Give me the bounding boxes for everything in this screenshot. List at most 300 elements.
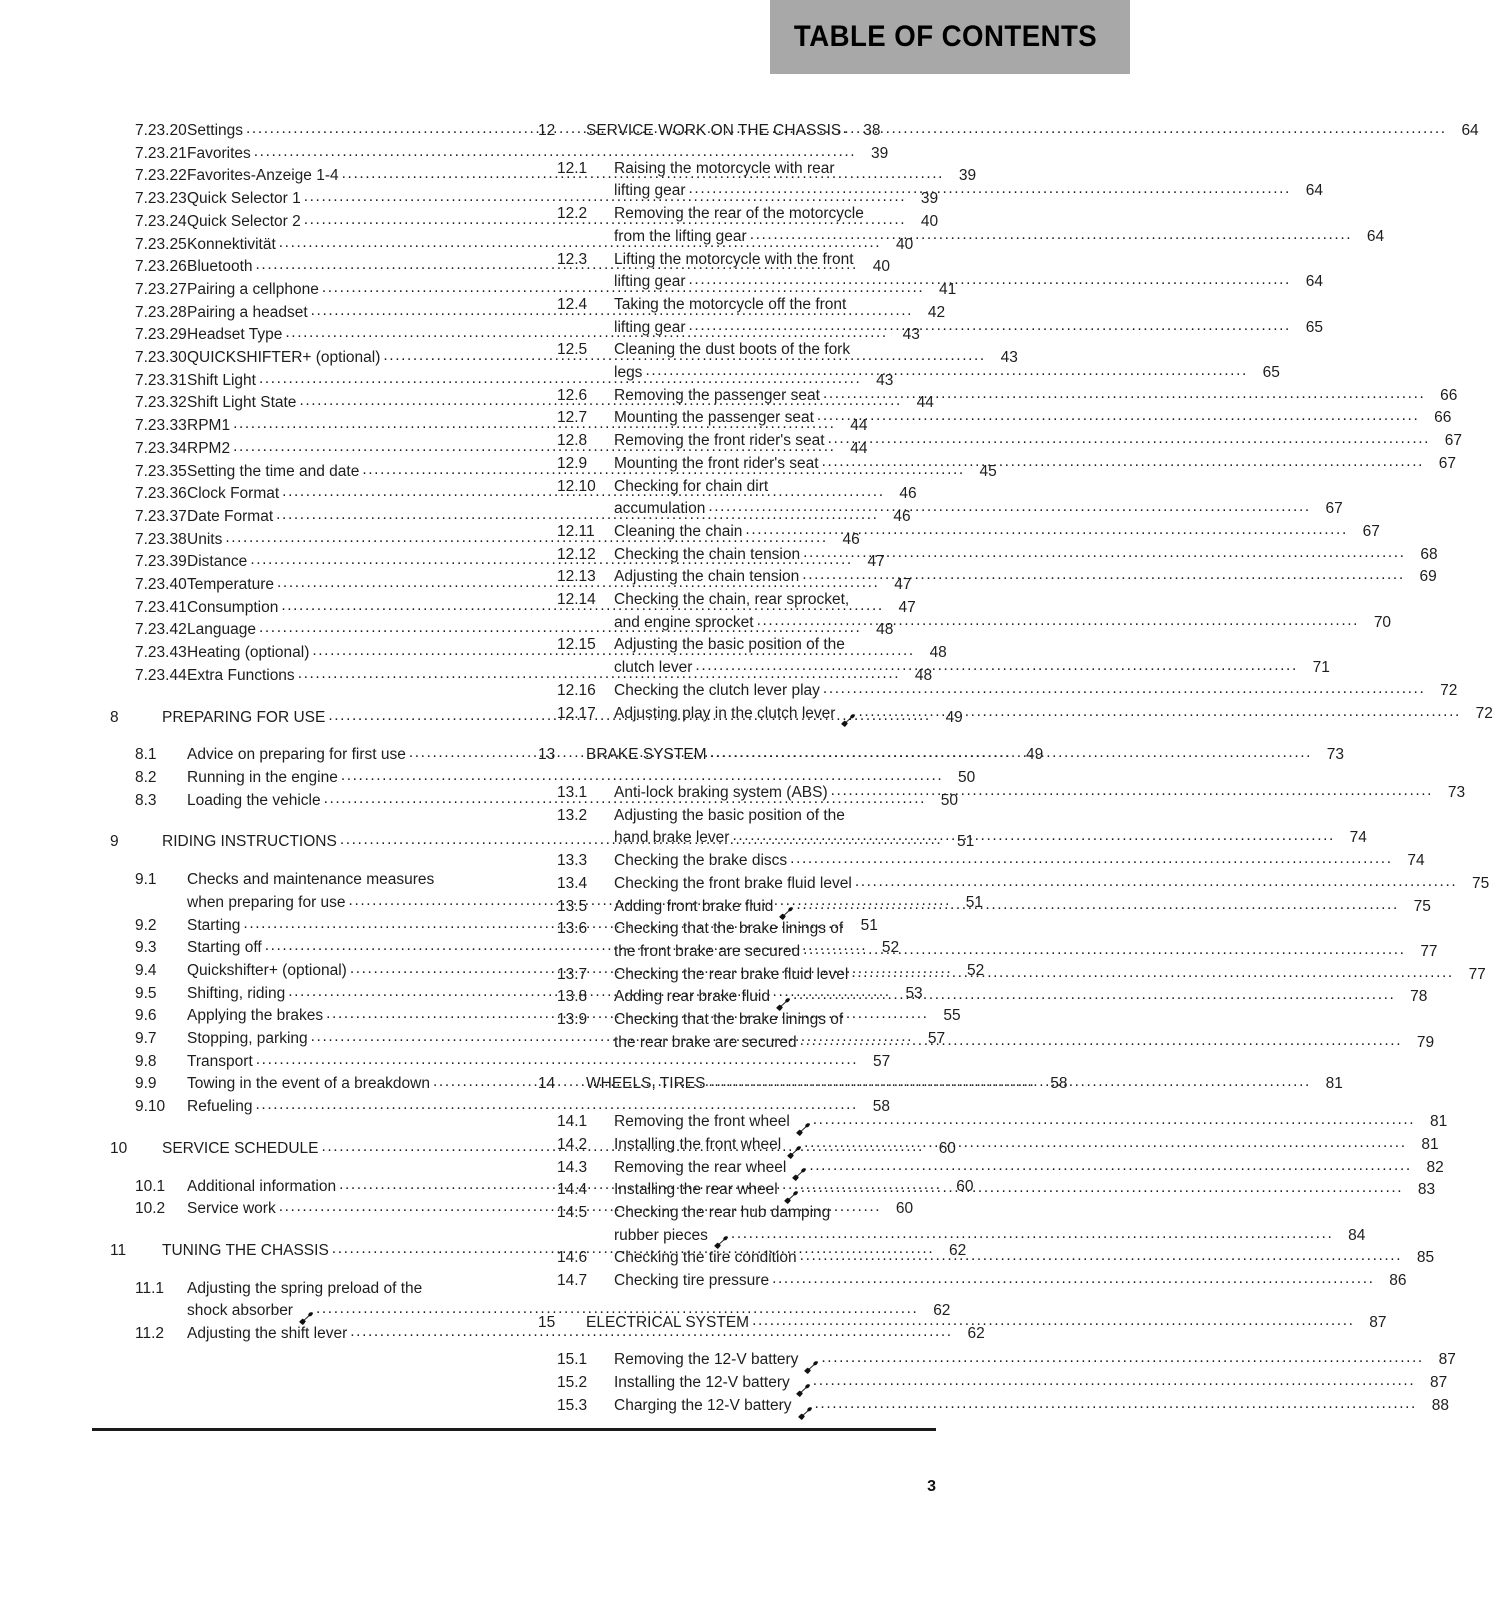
toc-entry-title-line: Taking the motorcycle off the front (614, 295, 847, 313)
toc-entry-page: 64 (1461, 122, 1479, 139)
toc-entry-number: 7.23.40 (135, 576, 187, 594)
toc-entry-number: 12.7 (557, 409, 588, 427)
toc-entry-title: Temperature (187, 576, 275, 594)
toc-entry-page: 57 (872, 1052, 891, 1070)
toc-entry-title: Quick Selector 2 (187, 212, 301, 230)
leader-dots (813, 1370, 1415, 1393)
toc-entry-page: 50 (940, 791, 959, 809)
toc-entry-page: 71 (1312, 659, 1330, 677)
page-number: 3 (927, 1478, 936, 1495)
toc-entry-number: 9.1 (135, 871, 157, 889)
toc-entry-number: 12.8 (557, 432, 588, 450)
toc-entry-body (614, 805, 1367, 850)
toc-entry-page: 49 (945, 708, 963, 726)
toc-entry-last-line (614, 1270, 1407, 1293)
leader-dots (708, 496, 1310, 519)
toc-entry-title: when preparing for use (187, 893, 346, 911)
toc-entry-body (614, 544, 1438, 567)
toc-section-row[interactable] (538, 1349, 1456, 1372)
toc-entry-title: Loading the vehicle (187, 791, 321, 809)
leader-dots (745, 519, 1347, 542)
toc-entry-title: Quick Selector 1 (187, 190, 301, 208)
toc-entry-number: 14.6 (557, 1249, 588, 1267)
toc-entry-page: 48 (914, 666, 933, 684)
toc-entry-page: 48 (929, 644, 947, 662)
toc-entry-number: 7.23.32 (135, 394, 187, 412)
toc-entry-title: Cleaning the chain (614, 522, 743, 540)
toc-entry-page: 48 (876, 621, 894, 639)
toc-entry-title: lifting gear (614, 182, 686, 200)
toc-entry-page: 64 (1305, 182, 1323, 200)
toc-section-row[interactable] (110, 1323, 985, 1346)
toc-entry-page: 39 (870, 144, 889, 162)
toc-entry-number: 9.8 (135, 1052, 157, 1070)
toc-entry-number: 11.1 (135, 1279, 165, 1297)
toc-entry-title: Adjusting play in the clutch lever (614, 704, 836, 722)
toc-entry-page: 41 (939, 280, 957, 298)
toc-entry-title-line: Checking that the brake linings of (614, 1011, 844, 1029)
toc-entry-title-line: Adjusting the spring preload of the (187, 1279, 423, 1297)
leader-dots (802, 564, 1404, 587)
leader-dots (844, 118, 1446, 141)
toc-entry-title: legs (614, 364, 643, 382)
toc-entry-number: 11.2 (135, 1325, 165, 1343)
toc-entry-title: and engine sprocket (614, 613, 754, 631)
toc-entry-page: 60 (895, 1200, 914, 1218)
toc-entry-number: 13.5 (557, 897, 588, 915)
toc-entry-title: from the lifting gear (614, 227, 747, 245)
toc-entry-number: 15.3 (557, 1396, 588, 1414)
toc-entry-title: Installing the rear wheel (614, 1181, 778, 1199)
toc-entry-title: Charging the 12-V battery (614, 1396, 792, 1414)
toc-entry-title: RPM1 (187, 417, 231, 435)
toc-entry-body (614, 158, 1323, 203)
toc-entry-number: 15 (538, 1313, 556, 1331)
toc-entry-page: 85 (1416, 1249, 1435, 1267)
toc-entry-page: 74 (1349, 829, 1367, 847)
toc-entry-number: 7.23.30 (135, 349, 187, 367)
toc-entry-page: 52 (881, 939, 900, 957)
toc-entry-title: Checking the rear brake fluid level (614, 965, 849, 983)
toc-entry-title: Setting the time and date (187, 462, 360, 480)
toc-entry-number: 12.6 (557, 386, 588, 404)
toc-entry-number: 13 (538, 746, 556, 764)
toc-section-row[interactable] (538, 1372, 1448, 1395)
toc-section-row[interactable] (538, 1395, 1449, 1418)
toc-entry-title: Stopping, parking (187, 1030, 308, 1048)
toc-entry-page: 47 (894, 576, 912, 594)
toc-entry-title: Bluetooth (187, 258, 253, 276)
leader-dots (796, 894, 1398, 917)
toc-entry-last-line (614, 941, 1438, 964)
toc-entry-number: 7.23.39 (135, 553, 187, 571)
toc-entry-title: Adding front brake fluid (614, 897, 774, 915)
toc-entry-last-line (614, 180, 1323, 203)
toc-entry-body (614, 1009, 1434, 1054)
toc-entry-page: 88 (1431, 1396, 1449, 1414)
toc-entry-number: 14 (538, 1075, 556, 1093)
toc-entry-title: accumulation (614, 500, 706, 518)
toc-entry-number: 7.23.43 (135, 644, 187, 662)
toc-entry-last-line (614, 566, 1437, 589)
toc-entry-number: 14.1 (557, 1113, 588, 1131)
leader-dots (851, 962, 1453, 985)
toc-entry-number: 12.12 (557, 545, 596, 563)
leader-dots (858, 701, 1460, 724)
leader-dots (757, 610, 1359, 633)
toc-entry-body (614, 918, 1438, 963)
toc-entry-title: Checking the tire condition (614, 1249, 797, 1267)
leader-dots (689, 269, 1291, 292)
toc-entry-number: 12.9 (557, 454, 588, 472)
leader-dots (803, 542, 1405, 565)
toc-entry-page: 72 (1475, 704, 1493, 722)
toc-entry-page: 57 (927, 1030, 946, 1048)
toc-entry-last-line (614, 544, 1438, 567)
toc-entry-body (614, 476, 1343, 521)
toc-entry-number: 13.3 (557, 852, 588, 870)
toc-entry-number: 9.3 (135, 939, 157, 957)
toc-entry-page: 79 (1416, 1033, 1435, 1051)
toc-entry-title: Shifting, riding (187, 984, 286, 1002)
leader-dots (790, 848, 1392, 871)
toc-entry-title: Additional information (187, 1177, 337, 1195)
toc-entry-number: 7.23.37 (135, 507, 187, 525)
toc-entry-number: 12.15 (557, 636, 596, 654)
toc-entry-last-line (614, 1134, 1439, 1157)
toc-entry-title-line: Checking the chain, rear sprocket, (614, 591, 850, 609)
toc-entry-title: Quickshifter+ (optional) (187, 961, 347, 979)
toc-entry-page: 65 (1305, 318, 1323, 336)
toc-entry-number: 9.6 (135, 1007, 157, 1025)
toc-entry-body (614, 294, 1323, 339)
toc-entry-number: 14.3 (557, 1158, 588, 1176)
leader-dots (752, 1310, 1354, 1333)
toc-entry-number: 7.23.41 (135, 598, 187, 616)
toc-chapter-row[interactable] (538, 120, 1479, 143)
toc-entry-title: RIDING INSTRUCTIONS (162, 833, 337, 851)
toc-entry-title: Headset Type (187, 326, 283, 344)
toc-entry-number: 7.23.38 (135, 530, 187, 548)
toc-entry-title: hand brake lever (614, 829, 730, 847)
toc-entry-page: 69 (1419, 568, 1437, 586)
toc-entry-number: 12.11 (557, 522, 595, 540)
toc-entry-page: 70 (1373, 613, 1392, 631)
toc-section-row[interactable] (110, 143, 889, 166)
leader-dots (828, 428, 1430, 451)
toc-entry-body (614, 1157, 1444, 1180)
toc-entry-title: Adding rear brake fluid (614, 988, 770, 1006)
toc-entry-number: 7.23.27 (135, 280, 187, 298)
toc-entry-body (614, 634, 1330, 679)
toc-entry-body (614, 873, 1489, 896)
toc-entry-title: clutch lever (614, 659, 693, 677)
toc-section-row[interactable] (110, 1096, 890, 1119)
toc-section-row[interactable] (110, 767, 976, 790)
toc-entry-page: 46 (893, 507, 911, 525)
leader-dots (801, 1177, 1403, 1200)
toc-entry-number: 9.7 (135, 1030, 157, 1048)
wrench-icon (798, 1407, 813, 1420)
toc-entry-page: 83 (1417, 1181, 1436, 1199)
toc-entry-title: Consumption (187, 598, 279, 616)
toc-entry-body (614, 1372, 1447, 1395)
leader-dots (731, 1223, 1333, 1246)
toc-entry-body (614, 407, 1451, 430)
toc-entry-page: 50 (958, 768, 976, 786)
toc-entry-number: 7.23.29 (135, 326, 187, 344)
toc-entry-last-line (614, 317, 1323, 340)
toc-entry-title: QUICKSHIFTER+ (optional) (187, 349, 381, 367)
toc-entry-number: 12.16 (557, 681, 596, 699)
toc-entry-title: Checking the clutch lever play (614, 681, 820, 699)
toc-entry-last-line (614, 362, 1280, 385)
toc-entry-title: Service work (187, 1200, 276, 1218)
toc-entry-number: 8.2 (135, 768, 157, 786)
leader-dots (793, 984, 1395, 1007)
toc-entry-title-line: Lifting the motorcycle with the front (614, 250, 854, 268)
toc-entry-title: Installing the front wheel (614, 1135, 782, 1153)
toc-entry-page: 44 (850, 417, 868, 435)
toc-entry-body (614, 1111, 1447, 1134)
toc-entry-page: 84 (1348, 1226, 1366, 1244)
toc-entry-page: 43 (1000, 349, 1018, 367)
toc-entry-title: Checking the chain tension (614, 545, 801, 563)
toc-entry-title: Favorites (187, 144, 251, 162)
toc-entry-last-line (614, 453, 1456, 476)
toc-entry-page: 43 (876, 371, 894, 389)
leader-dots (855, 871, 1457, 894)
toc-entry-body (614, 566, 1437, 589)
toc-entry-title: Removing the rear wheel (614, 1158, 787, 1176)
toc-entry-title: PREPARING FOR USE (162, 708, 326, 726)
toc-entry-page: 81 (1429, 1113, 1448, 1131)
toc-entry-number: 13.1 (557, 783, 588, 801)
leader-dots (689, 178, 1291, 201)
toc-entry-body (614, 203, 1384, 248)
toc-entry-page: 66 (1440, 386, 1458, 404)
toc-entry-body (586, 120, 1479, 143)
toc-entry-number: 9.4 (135, 961, 157, 979)
toc-entry-number: 7.23.25 (135, 235, 187, 253)
toc-entry-title: Pairing a headset (187, 303, 308, 321)
toc-entry-number: 7.23.22 (135, 167, 187, 185)
toc-entry-page: 42 (927, 303, 946, 321)
toc-entry-number: 14.4 (557, 1181, 588, 1199)
leader-dots (645, 360, 1247, 383)
toc-entry-last-line (614, 430, 1462, 453)
toc-entry-body (614, 430, 1462, 453)
toc-entry-number: 7.23.34 (135, 439, 187, 457)
leader-dots (772, 1268, 1374, 1291)
toc-entry-number: 9.2 (135, 916, 157, 934)
leader-dots (804, 1132, 1406, 1155)
leader-dots (732, 825, 1334, 848)
toc-entry-page: 73 (1326, 746, 1345, 764)
toc-entry-page: 65 (1262, 364, 1280, 382)
toc-entry-page: 87 (1369, 1313, 1387, 1331)
toc-entry-title-line: Adjusting the basic position of the (614, 806, 845, 824)
toc-entry-number: 11 (110, 1241, 127, 1259)
leader-dots (822, 451, 1424, 474)
toc-entry-last-line (614, 703, 1493, 726)
toc-entry-title: Distance (187, 553, 248, 571)
toc-entry-last-line (614, 964, 1486, 987)
leader-dots (800, 1245, 1402, 1268)
toc-entry-title: Anti-lock braking system (ABS) (614, 783, 828, 801)
toc-entry-title: Checking the brake discs (614, 852, 788, 870)
toc-entry-body (614, 986, 1427, 1009)
toc-entry-title: Pairing a cellphone (187, 280, 319, 298)
toc-entry-number: 14.2 (557, 1135, 588, 1153)
toc-entry-number: 13.7 (557, 965, 588, 983)
toc-entry-page: 64 (1366, 227, 1385, 245)
toc-entry-number: 9.10 (135, 1098, 166, 1116)
toc-entry-last-line (614, 873, 1489, 896)
leader-dots (813, 1109, 1415, 1132)
toc-entry-last-line (614, 782, 1465, 805)
toc-entry-title: Removing the passenger seat (614, 386, 820, 404)
toc-entry-number: 15.2 (557, 1374, 588, 1392)
toc-entry-body (586, 744, 1344, 767)
leader-dots (817, 405, 1419, 428)
toc-entry-title-line: Adjusting the basic position of the (614, 636, 845, 654)
toc-entry-title: Starting (187, 916, 241, 934)
toc-entry-number: 9.9 (135, 1075, 157, 1093)
toc-entry-page: 55 (943, 1007, 961, 1025)
toc-entry-title: Date Format (187, 507, 274, 525)
toc-entry-page: 72 (1440, 681, 1458, 699)
toc-entry-page: 64 (1305, 273, 1323, 291)
toc-entry-body (614, 850, 1425, 873)
toc-entry-title: rubber pieces (614, 1226, 708, 1244)
toc-entry-page: 62 (933, 1302, 951, 1320)
toc-entry-page: 67 (1438, 454, 1457, 472)
toc-entry-page: 47 (867, 553, 885, 571)
toc-entry-page: 67 (1325, 500, 1343, 518)
toc-entry-number: 13.4 (557, 874, 588, 892)
toc-entry-title-line: Checking the rear hub damping (614, 1203, 831, 1221)
toc-entry-title: Adjusting the chain tension (614, 568, 800, 586)
toc-entry-page: 60 (956, 1177, 974, 1195)
toc-entry-title: Checking the front brake fluid level (614, 874, 852, 892)
toc-entry-title: RPM2 (187, 439, 231, 457)
toc-entry-page: 46 (899, 485, 917, 503)
toc-entry-title: the rear brake are secured (614, 1033, 797, 1051)
toc-entry-title: Favorites-Anzeige 1-4 (187, 167, 339, 185)
leader-dots (695, 655, 1297, 678)
toc-entry-title: lifting gear (614, 273, 686, 291)
toc-section-row[interactable] (110, 1051, 891, 1074)
toc-entry-last-line (614, 1372, 1447, 1395)
page-title: TABLE OF CONTENTS (793, 20, 1098, 53)
toc-entry-page: 75 (1413, 897, 1431, 915)
leader-dots (710, 742, 1312, 765)
toc-entry-title: ELECTRICAL SYSTEM (586, 1313, 750, 1331)
toc-entry-body (586, 1073, 1343, 1096)
leader-dots (800, 1030, 1402, 1053)
toc-entry-body (614, 385, 1457, 408)
toc-entry-title: Language (187, 621, 256, 639)
toc-entry-last-line (614, 498, 1343, 521)
toc-entry-number: 9 (110, 833, 119, 851)
toc-entry-page: 43 (902, 326, 920, 344)
toc-entry-last-line (614, 1157, 1444, 1180)
toc-entry-title: Clock Format (187, 485, 280, 503)
toc-entry-title: Advice on preparing for first use (187, 746, 406, 764)
toc-entry-title: Towing in the event of a breakdown (187, 1075, 430, 1093)
toc-entry-page: 51 (965, 893, 983, 911)
toc-entry-page: 53 (905, 984, 923, 1002)
toc-entry-number: 12.10 (557, 477, 596, 495)
toc-entry-last-line (614, 271, 1323, 294)
toc-entry-title: Settings (187, 122, 244, 139)
toc-entry-page: 75 (1472, 874, 1490, 892)
toc-entry-title: Shift Light (187, 371, 256, 389)
toc-entry-number: 10 (110, 1139, 128, 1157)
toc-entry-title: Removing the 12-V battery (614, 1351, 799, 1369)
toc-entry-last-line (614, 850, 1425, 873)
toc-entry-last-line (614, 986, 1427, 1009)
toc-entry-number: 7.23.35 (135, 462, 187, 480)
leader-dots (809, 1155, 1411, 1178)
leader-dots (803, 939, 1405, 962)
toc-entry-body (614, 1202, 1365, 1247)
toc-entry-page: 67 (1362, 522, 1380, 540)
toc-entry-page: 77 (1420, 942, 1438, 960)
toc-entry-title: Adjusting the shift lever (187, 1325, 348, 1343)
toc-entry-page: 66 (1434, 409, 1452, 427)
toc-entry-number: 7.23.20 (135, 122, 187, 139)
toc-entry-page: 68 (1420, 545, 1438, 563)
toc-entry-last-line (614, 1247, 1434, 1270)
toc-entry-title: Shift Light State (187, 394, 297, 412)
toc-entry-title: SERVICE SCHEDULE (162, 1139, 319, 1157)
toc-entry-page: 51 (860, 916, 878, 934)
toc-entry-page: 73 (1447, 783, 1466, 801)
toc-entry-page: 58 (872, 1098, 890, 1116)
leader-dots (823, 678, 1425, 701)
toc-entry-page: 87 (1438, 1351, 1456, 1369)
toc-entry-last-line (614, 1349, 1456, 1372)
toc-entry-page: 62 (949, 1241, 967, 1259)
toc-entry-page: 78 (1410, 988, 1428, 1006)
toc-entry-title: Mounting the passenger seat (614, 409, 814, 427)
toc-entry-title: Extra Functions (187, 666, 295, 684)
toc-entry-body (614, 964, 1486, 987)
toc-entry-body (614, 249, 1323, 294)
toc-entry-body (614, 896, 1431, 919)
toc-entry-last-line (614, 407, 1451, 430)
toc-entry-number: 10.2 (135, 1200, 166, 1218)
toc-entry-number: 12.4 (557, 295, 588, 313)
toc-entry-title-line: Removing the rear of the motorcycle (614, 205, 864, 223)
toc-entry-number: 13.8 (557, 988, 588, 1006)
toc-entry-last-line (614, 385, 1457, 408)
toc-entry-title: Removing the front rider's seat (614, 432, 825, 450)
toc-entry-title-line: Checking for chain dirt (614, 477, 769, 495)
toc-entry-title: Heating (optional) (187, 644, 310, 662)
toc-entry-title: SERVICE WORK ON THE CHASSIS (586, 122, 842, 139)
toc-entry-title-line: Raising the motorcycle with rear (614, 159, 835, 177)
toc-entry-number: 8.3 (135, 791, 157, 809)
toc-entry-page: 45 (979, 462, 997, 480)
toc-entry-page: 40 (872, 258, 890, 276)
toc-entry-number: 12.2 (557, 205, 588, 223)
toc-entry-body (614, 703, 1493, 726)
leader-dots (708, 1071, 1310, 1094)
toc-entry-number: 14.7 (557, 1272, 588, 1290)
